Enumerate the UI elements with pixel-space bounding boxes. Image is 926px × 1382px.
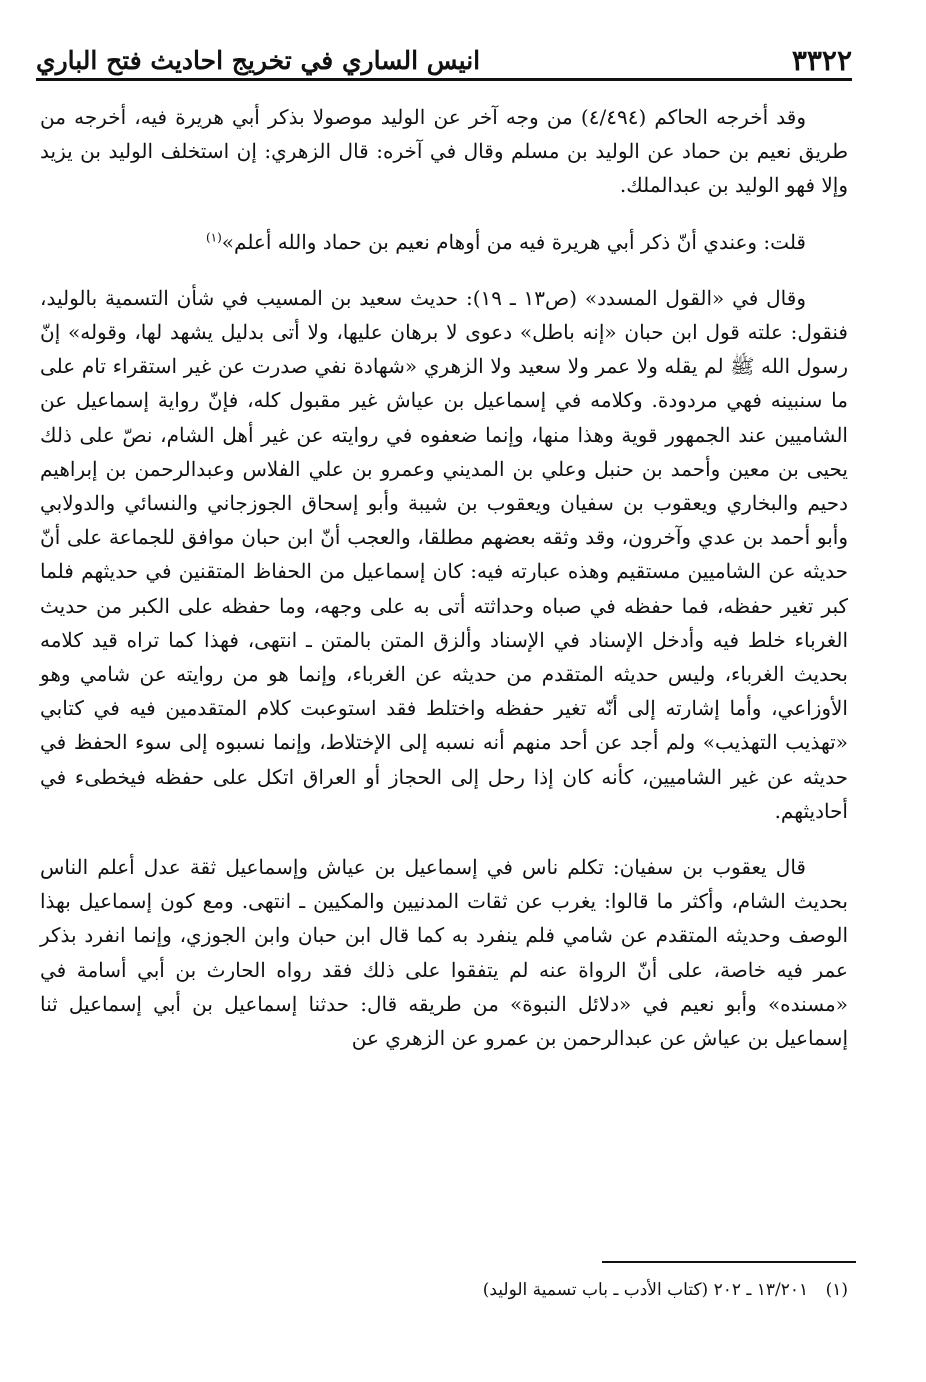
page-number: ٣٣٢٢ bbox=[791, 44, 852, 77]
footnote-divider bbox=[602, 1261, 856, 1263]
footnote bbox=[40, 1275, 848, 1305]
paragraph-4: قال يعقوب بن سفيان: تكلم ناس في إسماعيل بن عياش وإسماعيل ثقة عدل أعلم الناس بحديث الشام، وأكثر ما قالوا: يغرب عن ثقات المدنيين والمكيين ـ انتهى. ومع كون إسماعيل بهذا الوصف وحديثه المتقدم عن شامي فلم ينفرد به كما قال ابن حبان وابن الجوزي، وإنما انفرد بذكر عمر فيه خاصة، على أنّ الرواة عنه لم يتفقوا على ذلك فقد رواه الحارث بن أبي أسامة في «مسنده» وأبو نعيم في «دلائل النبوة» من طريقه قال: حدثنا إسماعيل بن أبي إسماعيل ثنا إسماعيل بن عياش عن عبدالرحمن بن عمرو عن الزهري عن bbox=[40, 855, 848, 1051]
paragraph-2-text: قلت: وعندي أنّ ذكر أبي هريرة فيه من أوهام نعيم بن حماد والله أعلم» bbox=[221, 229, 806, 254]
page-header bbox=[36, 38, 852, 78]
footnote-text: ١٣/٢٠١ ـ ٢٠٢ (كتاب الأدب ـ باب تسمية الوليد) bbox=[482, 1280, 809, 1300]
running-title: انيس الساري في تخريج احاديث فتح الباري bbox=[36, 46, 481, 75]
paragraph-3: وقال في «القول المسدد» (ص١٣ ـ ١٩): حديث سعيد بن المسيب في شأن التسمية بالوليد، فنقول: علته قول ابن حبان «إنه باطل» دعوى لا برهان عليها، ولا أتى بدليل يشهد لها، وقوله» إنّ رسول الله ﷺ لم يقله ولا عمر ولا سعيد ولا الزهري «شهادة نفي صدرت عن غير استقراء تام على ما سنبينه فهي مردودة. وكلامه في إسماعيل بن عياش غير مقبول كله، فإنّ رواية إسماعيل عن الشاميين عند الجمهور قوية وهذا منها، وإنما ضعفوه في روايته عن غير أهل الشام، نصّ على ذلك يحيى بن معين وأحمد بن حنبل وعلي بن المديني وعمرو بن علي الفلاس وعبدالرحمن بن إبراهيم دحيم والبخاري ويعقوب بن سفيان ويعقوب بن شيبة وأبو إسحاق الجوزجاني والنسائي والدولابي وأبو أحمد بن عدي وآخرون، وقد وثقه بعضهم مطلقا، والعجب أنّ ابن حبان موافق للجماعة على أنّ حديثه عن الشاميين مستقيم وهذه عبارته فيه: كان إسماعيل من الحفاظ المتقنين في حديثهم فلما كبر تغير حفظه، فما حفظه في صباه وحداثته أتى به على وجهه، وما حفظه على الكبر من حديث الغرباء خلط فيه وأدخل الإسناد في الإسناد وألزق المتن بالمتن ـ انتهى، فهذا كما تراه قيد كلامه بحديث الغرباء، وليس حديثه المتقدم من حديثه عن الغرباء، وإنما هو من روايته عن شامي وهو الأوزاعي، وأما إشارته إلى أنّه تغير حفظه واختلط فقد استوعبت كلام المتقدمين فيه في كتابي «تهذيب التهذيب» ولم أجد عن أحد منهم أنه نسبه إلى الإختلاط، وإنما نسبوه إلى سوء الحفظ في حديثه عن غير الشاميين، كأنه كان إذا رحل إلى الحجاز أو العراق اتكل على حفظه فيخطىء في أحاديثهم. bbox=[40, 285, 848, 823]
paragraph-1: وقد أخرجه الحاكم (٤/٤٩٤) من وجه آخر عن الوليد موصولا بذكر أبي هريرة فيه، أخرجه من طريق نعيم بن حماد عن الوليد بن مسلم وقال في آخره: قال الزهري: إن استخلف الوليد بن يزيد وإلا فهو الوليد بن عبدالملك. bbox=[40, 105, 848, 198]
main-text bbox=[40, 100, 848, 1055]
footnote-number: (١) bbox=[825, 1280, 848, 1300]
paragraph-2 bbox=[40, 225, 848, 259]
footnote-reference: (١) bbox=[205, 229, 222, 244]
header-divider bbox=[36, 78, 852, 81]
